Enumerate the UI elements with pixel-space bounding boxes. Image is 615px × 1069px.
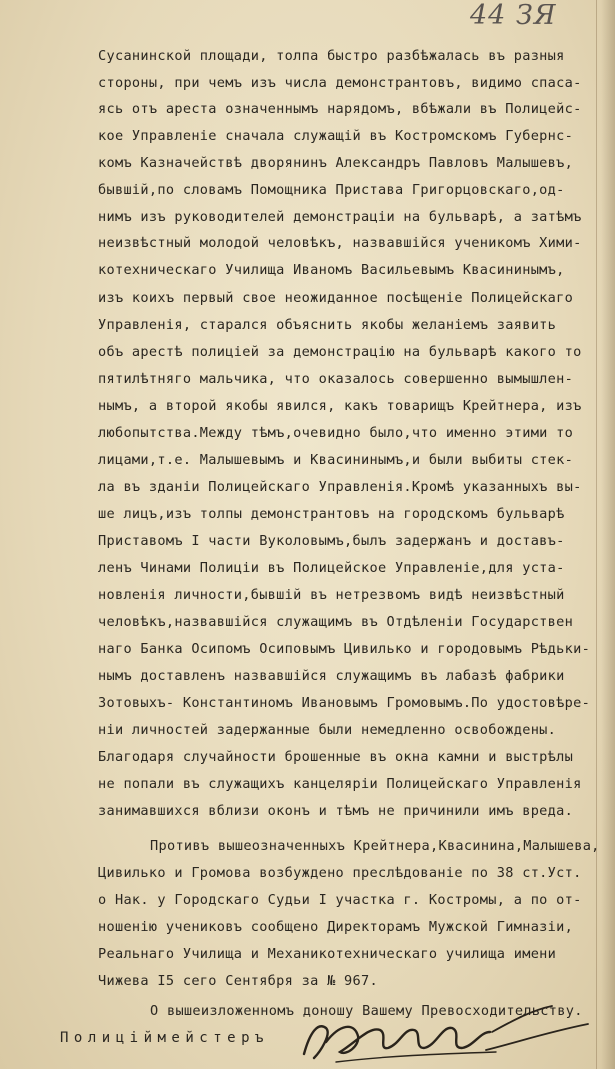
text-line: о Нак. у Городскаго Судьи I участка г. Костромы, а по от-	[98, 892, 582, 908]
text-line: любопытства.Между тѣмъ,очевидно было,что именно этими то	[98, 425, 574, 441]
text-line: ясь отъ ареста означеннымъ нарядомъ, вбѣжали въ Полицейс-	[98, 101, 582, 117]
text-line: Благодаря случайности брошенные въ окна камни и выстрѣлы	[98, 749, 574, 765]
text-line: нымъ доставленъ назвавшійся служащимъ въ лабазѣ фабрики	[98, 668, 565, 684]
closing-line: О вышеизложенномъ доношу Вашему Превосходительству.	[150, 1003, 583, 1019]
text-line: Сусанинской площади, толпа быстро разбѣжалась въ разныя	[98, 48, 565, 64]
text-line: объ арестѣ полиціей за демонстрацію на бульварѣ какого то	[98, 344, 582, 360]
page-edge-shadow	[601, 0, 615, 1069]
text-line: ніи личностей задержанные были немедленно освобождены.	[98, 722, 557, 738]
text-line: котехническаго Училища Иваномъ Васильевымъ Квасининымъ,	[98, 262, 565, 278]
text-line: Чижева I5 сего Сентября за № 967.	[98, 973, 378, 989]
text-line: нымъ, а второй якобы явился, какъ товарищъ Крейтнера, изъ	[98, 398, 582, 414]
handwritten-signature	[296, 1002, 596, 1068]
text-line: Реальнаго Училища и Механикотехническаго училища имени	[98, 946, 557, 962]
text-line: пятилѣтняго мальчика, что оказалось совершенно вымышлен-	[98, 371, 574, 387]
paragraph-start-line: Противъ вышеозначенныхъ Крейтнера,Квасинина,Малышева,	[150, 838, 600, 854]
signature-block	[60, 1024, 600, 1064]
text-line: стороны, при чемъ изъ числа демонстрантовъ, видимо спаса-	[98, 75, 582, 91]
text-line: наго Банка Осипомъ Осиповымъ Цивилько и городовымъ Рѣдьки-	[98, 641, 591, 657]
text-line: Приставомъ I части Вуколовымъ,былъ задержанъ и доставъ-	[98, 533, 565, 549]
text-line: ше лицъ,изъ толпы демонстрантовъ на городскомъ бульварѣ	[98, 506, 565, 522]
text-line: изъ коихъ первый свое неожиданное посѣщеніе Полицейскаго	[98, 290, 574, 306]
text-line: нимъ изъ руководителей демонстраціи на бульварѣ, а затѣмъ	[98, 209, 582, 225]
signature-title: Полицiймейстеръ	[60, 1030, 269, 1046]
text-line: Зотовыхъ- Константиномъ Ивановымъ Громовымъ.По удостовѣре-	[98, 695, 591, 711]
text-line: Цивилько и Громова возбуждено преслѣдованіе по 38 ст.Уст.	[98, 865, 582, 881]
text-line: Управленія, старался объяснить якобы желаніемъ заявить	[98, 317, 557, 333]
text-line: человѣкъ,назвавшійся служащимъ въ Отдѣленіи Государствен	[98, 614, 574, 630]
text-line: не попали въ служащихъ канцеляріи Полицейскаго Управленія	[98, 776, 582, 792]
text-line: ла въ зданіи Полицейскаго Управленія.Кромѣ указанныхъ вы-	[98, 479, 582, 495]
text-line: неизвѣстный молодой человѣкъ, назвавшійся ученикомъ Хими-	[98, 235, 582, 251]
text-line: комъ Казначействѣ дворянинъ Александръ Павловъ Малышевъ,	[98, 155, 574, 171]
text-line: лицами,т.е. Малышевымъ и Квасининымъ,и были выбиты стек-	[98, 452, 574, 468]
text-line: бывшій,по словамъ Помощника Пристава Григорцовскаго,од-	[98, 182, 565, 198]
folio-number: 44 ЗЯ	[470, 0, 557, 31]
text-line: занимавшихся вблизи оконъ и тѣмъ не причинили имъ вреда.	[98, 803, 574, 819]
text-line: ношенію учениковъ сообщено Директорамъ Мужской Гимназіи,	[98, 919, 574, 935]
text-line: новленія личности,бывшій въ нетрезвомъ видѣ неизвѣстный	[98, 587, 565, 603]
text-line: кое Управленіе сначала служащій въ Костромскомъ Губернс-	[98, 128, 574, 144]
text-line: ленъ Чинами Полиціи въ Полицейское Управленіе,для уста-	[98, 560, 565, 576]
